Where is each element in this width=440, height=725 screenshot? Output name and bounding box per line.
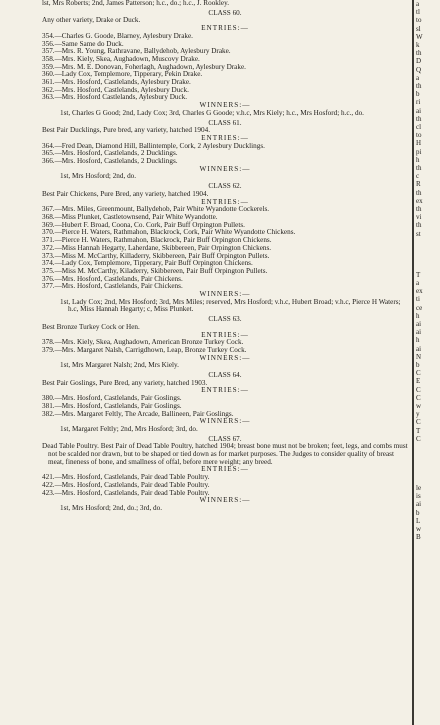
side-fragment: R	[416, 180, 421, 189]
class-heading: CLASS 62.	[208, 182, 242, 191]
entries-heading: ENTRIES:—	[201, 330, 249, 339]
entry-item: 362.—Mrs. Hosford, Castlelands, Aylesbury Duck.	[42, 85, 189, 94]
winners-list: 1st, Lady Cox; 2nd, Mrs Hosford; 3rd, Mrs Miles; reserved, Mrs Hosford; v.h.c, Hubert Broad; v.h.c, Pierce H Waters; h.c, Miss Hannah Hegarty; c, Miss Plunket.	[60, 297, 401, 314]
entry-item: 380.—Mrs. Hosford, Castlelands, Pair Goslings.	[42, 394, 182, 403]
entry-item: 360.—Lady Cox, Templemore, Tipperary, Pekin Drake.	[42, 70, 203, 79]
side-fragment: sl	[416, 24, 421, 33]
side-fragment: ai	[416, 328, 422, 337]
side-fragment	[416, 451, 440, 459]
side-fragment: th	[416, 114, 422, 123]
entry-item: 365.—Mrs. Hosford, Castlelands, 2 Ducklings.	[42, 149, 178, 158]
class-section	[42, 181, 408, 314]
winners-heading: WINNERS:—	[199, 353, 251, 362]
class-heading: CLASS 64.	[208, 371, 242, 380]
side-fragment: C	[416, 369, 421, 378]
side-fragment: st	[416, 229, 421, 238]
entry-item: 364.—Fred Dean, Diamond Hill, Ballintemple, Cork, 2 Aylesbury Ducklings.	[42, 141, 265, 150]
side-fragment: ri	[416, 98, 421, 107]
side-fragment: C	[416, 418, 421, 427]
side-fragment: C	[416, 434, 421, 443]
side-fragment: h	[416, 336, 420, 345]
side-fragment: ai	[416, 106, 422, 115]
side-fragment	[416, 254, 440, 262]
side-fragment: vi	[416, 213, 422, 222]
side-fragment: c	[416, 172, 420, 181]
side-fragment: to	[416, 131, 422, 140]
side-fragment	[416, 459, 440, 467]
class-description: Best Pair Ducklings, Pure bred, any variety, hatched 1904.	[42, 126, 210, 135]
side-fragment: N	[416, 352, 422, 361]
class-description: Best Pair Chickens, Pure Bred, any variety, hatched 1904.	[42, 189, 209, 198]
entry-item: 368.—Miss Plunket, Castletownsend, Pair White Wyandotte.	[42, 212, 218, 221]
winners-list: 1st, Mrs Margaret Nalsh; 2nd, Mrs Kiely.	[60, 361, 179, 370]
side-fragment: to	[416, 16, 422, 25]
entry-item: 374.—Lady Cox, Templemore, Tipperary, Pair Buff Orpington Chickens.	[42, 259, 253, 268]
side-fragment: L	[416, 516, 421, 525]
side-fragment: b	[416, 360, 420, 369]
side-fragment: ex	[416, 287, 423, 296]
entry-item: 377.—Mrs. Hosford, Castlelands, Pair Chickens.	[42, 282, 183, 291]
winners-list: 1st, Charles G Good; 2nd, Lady Cox; 3rd, Charles G Goode; v.h.c, Mrs Kiely; h.c., Mrs Hosford; h.c., do.	[60, 108, 364, 117]
class-description: Any other variety, Drake or Duck.	[42, 16, 141, 25]
entries-heading: ENTRIES:—	[201, 24, 249, 33]
side-fragment: ai	[416, 500, 422, 509]
side-fragment	[416, 238, 440, 246]
side-fragment: h	[416, 155, 420, 164]
adjacent-column-fragment	[416, 0, 440, 725]
side-fragment: th	[416, 49, 422, 58]
entry-item: 363.—Mrs. Hosford Castlelands, Aylesbury Duck.	[42, 93, 188, 102]
side-fragment	[416, 263, 440, 271]
side-fragment: ex	[416, 196, 423, 205]
entry-item: 372.—Miss Hannah Hegarty, Laherdane, Skibbereen, Pair Orpington Chickens.	[42, 243, 272, 252]
side-fragment: Q	[416, 65, 422, 74]
winners-list: 1st, Mrs Hosford; 2nd, do.	[60, 172, 137, 181]
entry-item: 354.—Charles G. Goode, Blarney, Aylesbury Drake.	[42, 31, 193, 40]
side-fragment: th	[416, 221, 422, 230]
entry-item: 423.—Mrs. Hosford, Castlelands, Pair dead Table Poultry.	[42, 488, 210, 497]
side-fragment: b	[416, 90, 420, 99]
entry-item: 367.—Mrs. Miles, Greenmount, Ballydehob, Pair White Wyandotte Cockerels.	[42, 205, 270, 214]
class-heading: CLASS 61.	[208, 118, 242, 127]
class-section	[42, 434, 408, 513]
column-rule	[412, 0, 414, 725]
entries-heading: ENTRIES:—	[201, 386, 249, 395]
class-section	[42, 118, 408, 182]
entry-item: 371.—Pierce H. Waters, Rathmahon, Blackrock, Pair Buff Orpington Chickens.	[42, 236, 272, 245]
entry-item: 381.—Mrs. Hosford, Castlelands, Pair Goslings.	[42, 401, 182, 410]
side-fragment: ai	[416, 319, 422, 328]
side-fragment: cl	[416, 123, 422, 132]
side-fragment: a	[416, 73, 420, 82]
class-description: Dead Table Poultry. Best Pair of Dead Table Poultry, hatched 1904; breast bone must not be broken; feet, legs, and combs must not be scalded nor drawn, but to be shaped or tied down as for market purposes. The Judges to consider quality of breast meat, fineness of bone, and smallness of offal, before mere weight; any breed.	[42, 442, 408, 466]
side-fragment: C	[416, 385, 421, 394]
side-fragment: th	[416, 205, 422, 214]
side-fragment: th	[416, 82, 422, 91]
winners-list: 1st, Margaret Feltly; 2nd, Mrs Hosford; 3rd, do.	[60, 424, 198, 433]
entry-item: 421.—Mrs. Hosford, Castlelands, Pair dead Table Poultry.	[42, 473, 210, 482]
class-heading: CLASS 60.	[208, 8, 242, 17]
class-section	[42, 370, 408, 434]
entry-item: 376.—Mrs. Hosford, Castlelands, Pair Chickens.	[42, 274, 183, 283]
class-heading: CLASS 67.	[208, 434, 242, 443]
entry-item: 379.—Mrs. Margaret Nalsh, Carrigdhown, Leap, Bronze Turkey Cock.	[42, 345, 247, 354]
entry-item: 382.—Mrs. Margaret Feltly, The Arcade, Ballineen, Pair Goslings.	[42, 409, 234, 418]
side-fragment: is	[416, 492, 421, 501]
winners-heading: WINNERS:—	[199, 101, 251, 110]
winners-heading: WINNERS:—	[199, 496, 251, 505]
side-fragment: pi	[416, 147, 422, 156]
side-fragment: E	[416, 377, 421, 386]
side-fragment: th	[416, 188, 422, 197]
side-fragment: W	[416, 32, 423, 41]
entry-item: 356.—Same Same do Duck.	[42, 39, 124, 48]
entry-item: 369.—Hubert F. Broad, Coona, Co. Cork, Pair Buff Orpington Pullets.	[42, 220, 245, 229]
side-fragment: ce	[416, 303, 423, 312]
entries-heading: ENTRIES:—	[201, 133, 249, 142]
side-fragment: h	[416, 311, 420, 320]
side-fragment	[416, 246, 440, 254]
entries-heading: ENTRIES:—	[201, 465, 249, 474]
side-fragment: b	[416, 508, 420, 517]
side-fragment: B	[416, 533, 421, 542]
entry-item: 366.—Mrs. Hosford, Castlelands, 2 Ducklings.	[42, 157, 178, 166]
side-fragment: ai	[416, 344, 422, 353]
side-fragment: k	[416, 41, 420, 50]
side-fragment: C	[416, 393, 421, 402]
entry-item: 375.—Miss M. McCarthy, Kiladerry, Skibbereen, Pair Buff Orpington Pullets.	[42, 266, 268, 275]
class-description: Best Bronze Turkey Cock or Hen.	[42, 322, 140, 331]
entry-item: 370.—Pierce H. Waters, Rathmahon, Blackrock, Cork, Pair White Wyandotte Chickens.	[42, 228, 296, 237]
side-fragment: th	[416, 164, 422, 173]
side-fragment: a	[416, 0, 420, 8]
entry-item: 373.—Miss M. McCarthy, Killaderry, Skibbereen, Pair Buff Orpington Pullets.	[42, 251, 270, 260]
entry-item: 378.—Mrs. Kiely, Skea, Aughadown, American Bronze Turkey Cock.	[42, 338, 244, 347]
side-fragment: w	[416, 401, 422, 410]
winners-heading: WINNERS:—	[199, 164, 251, 173]
winners-heading: WINNERS:—	[199, 290, 251, 299]
side-fragment: w	[416, 525, 422, 533]
side-fragment	[416, 443, 440, 451]
entries-heading: ENTRIES:—	[201, 197, 249, 206]
side-fragment: D	[416, 57, 422, 66]
winners-heading: WINNERS:—	[199, 417, 251, 426]
side-fragment: T	[416, 270, 421, 279]
side-fragment: le	[416, 483, 422, 492]
class-section	[42, 314, 408, 370]
side-fragment	[416, 476, 440, 484]
winners-list: 1st, Mrs Hosford; 2nd, do.; 3rd, do.	[60, 504, 163, 512]
side-fragment: ti	[416, 295, 420, 304]
entry-item: 357.—Mrs. R. Young, Rathravane, Ballydehob, Aylesbury Drake.	[42, 47, 231, 56]
side-fragment: a	[416, 278, 420, 287]
top-results-line: lst, Mrs Roberts; 2nd, James Patterson; h.c., do.; h.c., J. Rookley.	[42, 0, 229, 7]
entry-item: 422.—Mrs. Hosford, Castlelands, Pair dead Table Poultry.	[42, 480, 210, 489]
class-heading: CLASS 63.	[208, 315, 242, 324]
entry-item: 359.—Mrs. M. E. Donovan, Foherlagh, Aughadown, Aylesbury Drake.	[42, 62, 246, 71]
class-list	[42, 8, 408, 513]
side-fragment: tl	[416, 8, 420, 17]
class-description: Best Pair Goslings, Pure Bred, any variety, hatched 1903.	[42, 378, 208, 387]
entry-item: 358.—Mrs. Kiely, Skea, Aughadown, Muscovy Drake.	[42, 54, 200, 63]
class-section	[42, 8, 408, 118]
side-fragment: T	[416, 426, 421, 435]
side-fragment	[416, 468, 440, 476]
side-fragment: H	[416, 139, 422, 148]
side-fragment: y	[416, 410, 420, 419]
entry-item: 361.—Mrs. Hosford, Castlelands, Aylesbury Drake.	[42, 78, 191, 87]
